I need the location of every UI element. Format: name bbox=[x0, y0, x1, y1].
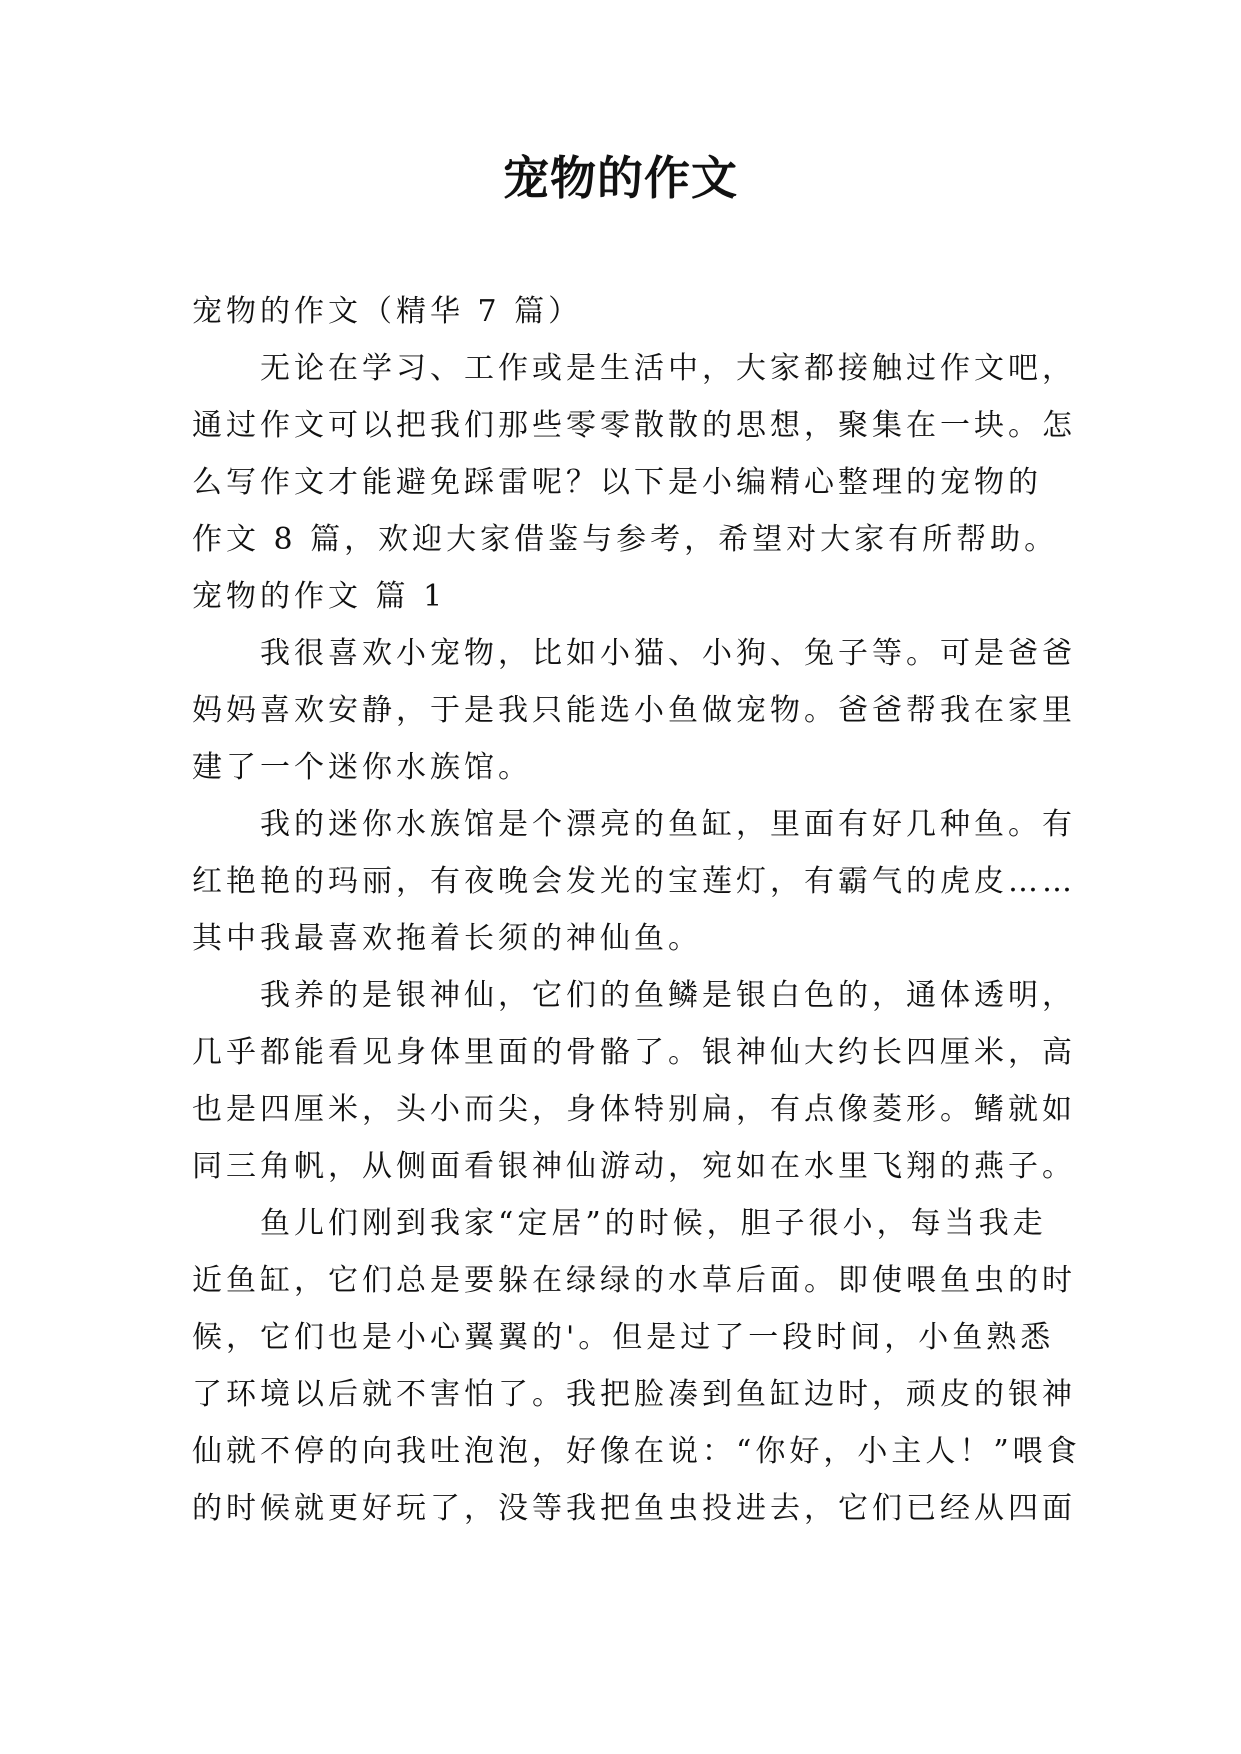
text-line: 鱼儿们刚到我家“定居”的时候，胆子很小，每当我走 bbox=[260, 1206, 1047, 1241]
text-line: 同三角帆，从侧面看银神仙游动，宛如在水里飞翔的燕子。 bbox=[192, 1149, 1076, 1184]
text-line: 作文 8 篇，欢迎大家借鉴与参考，希望对大家有所帮助。 bbox=[192, 522, 1059, 557]
text-line: 通过作文可以把我们那些零零散散的思想，聚集在一块。怎 bbox=[192, 408, 1076, 443]
document-title: 宠物的作文 bbox=[503, 151, 738, 205]
text-line: 仙就不停的向我吐泡泡，好像在说：“你好，小主人！”喂食 bbox=[192, 1434, 1081, 1469]
text-line: 了环境以后就不害怕了。我把脸凑到鱼缸边时，顽皮的银神 bbox=[192, 1377, 1076, 1412]
text-line: 其中我最喜欢拖着长须的神仙鱼。 bbox=[192, 921, 702, 956]
text-line: 宠物的作文（精华 7 篇） bbox=[192, 294, 583, 329]
text-line: 宠物的作文 篇 1 bbox=[192, 579, 447, 614]
text-line: 建了一个迷你水族馆。 bbox=[192, 750, 532, 785]
text-line: 候，它们也是小心翼翼的'。但是过了一段时间，小鱼熟悉 bbox=[192, 1320, 1055, 1355]
text-line: 么写作文才能避免踩雷呢？以下是小编精心整理的宠物的 bbox=[192, 465, 1042, 500]
text-line: 妈妈喜欢安静，于是我只能选小鱼做宠物。爸爸帮我在家里 bbox=[192, 693, 1076, 728]
text-line: 近鱼缸，它们总是要躲在绿绿的水草后面。即使喂鱼虫的时 bbox=[192, 1263, 1076, 1298]
text-line: 也是四厘米，头小而尖，身体特别扁，有点像菱形。鳍就如 bbox=[192, 1092, 1076, 1127]
text-line: 我养的是银神仙，它们的鱼鳞是银白色的，通体透明， bbox=[260, 978, 1076, 1013]
text-line: 无论在学习、工作或是生活中，大家都接触过作文吧， bbox=[260, 351, 1076, 386]
text-line: 我很喜欢小宠物，比如小猫、小狗、兔子等。可是爸爸 bbox=[260, 636, 1076, 671]
text-line: 我的迷你水族馆是个漂亮的鱼缸，里面有好几种鱼。有 bbox=[260, 807, 1076, 842]
text-line: 的时候就更好玩了，没等我把鱼虫投进去，它们已经从四面 bbox=[192, 1491, 1076, 1526]
text-line: 几乎都能看见身体里面的骨骼了。银神仙大约长四厘米，高 bbox=[192, 1035, 1076, 1070]
document-body bbox=[192, 283, 1081, 1537]
text-line: 红艳艳的玛丽，有夜晚会发光的宝莲灯，有霸气的虎皮…… bbox=[192, 864, 1076, 899]
